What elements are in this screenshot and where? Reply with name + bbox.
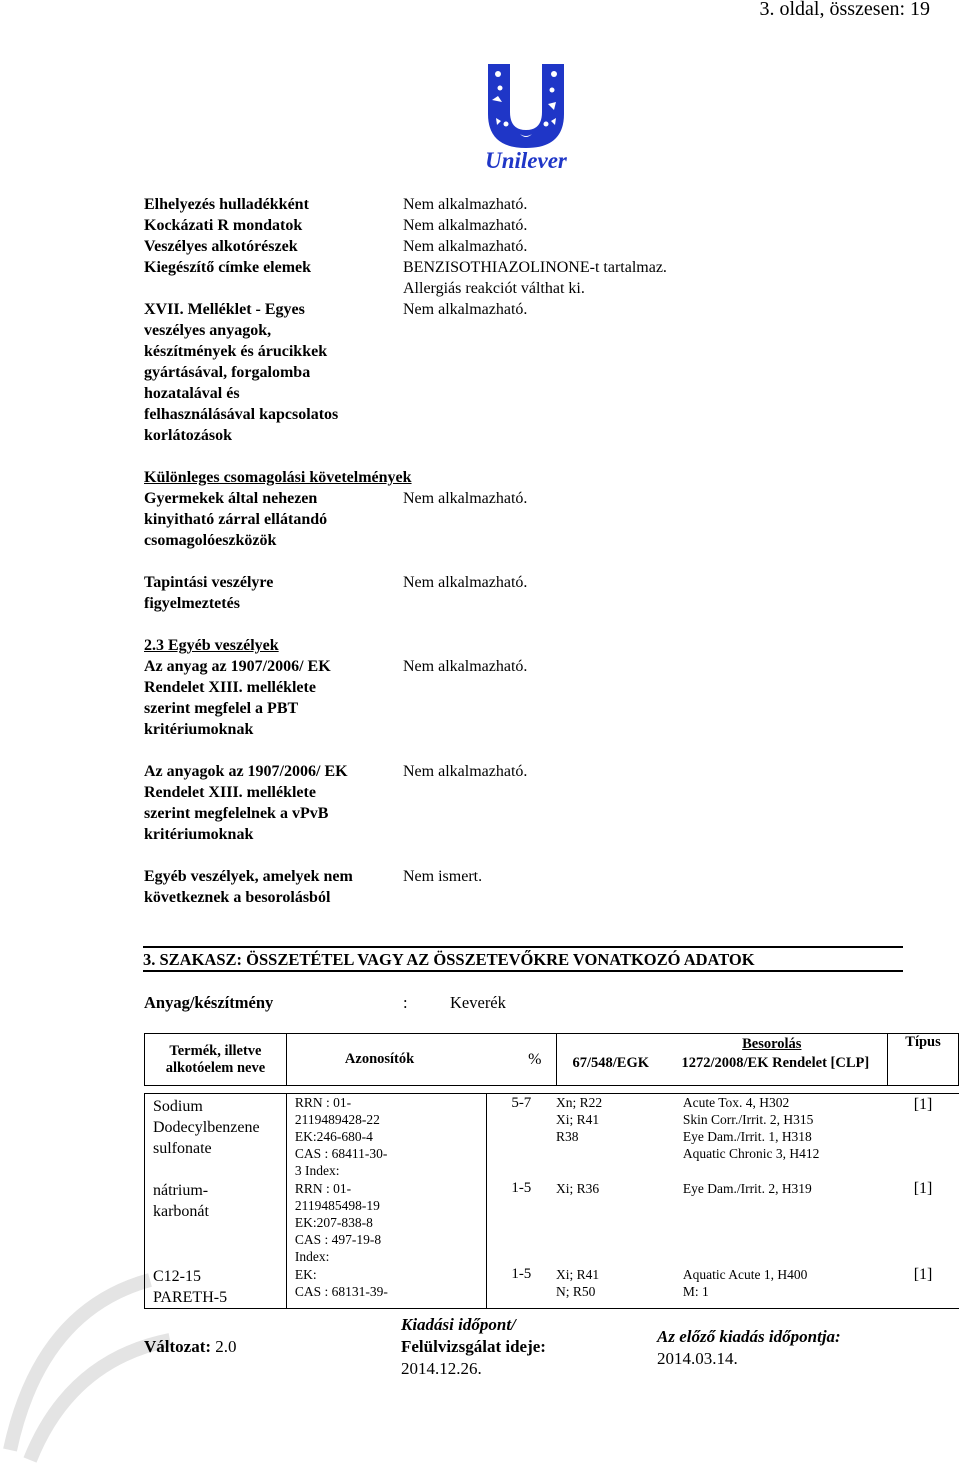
row2-type: [1] bbox=[913, 1179, 933, 1197]
row-value-supplemental-label-2: Allergiás reakciót válthat ki. bbox=[403, 280, 585, 297]
version-value: 2.0 bbox=[215, 1337, 237, 1356]
child-resistant-value: Nem alkalmazható. bbox=[403, 490, 528, 507]
table-header-row bbox=[145, 1034, 959, 1086]
section-3-heading: 3. SZAKASZ: ÖSSZETÉTEL VAGY AZ ÖSSZETEVŐKRE VONATKOZÓ ADATOK bbox=[143, 946, 903, 972]
pbt-value: Nem alkalmazható. bbox=[403, 658, 528, 675]
version bbox=[144, 1337, 237, 1357]
row2-clp: Eye Dam./Irrit. 2, H319 bbox=[682, 1180, 812, 1196]
svg-text:Unilever: Unilever bbox=[485, 148, 567, 172]
header-classification-title: Besorolás bbox=[742, 1036, 802, 1052]
unilever-logo bbox=[476, 60, 576, 172]
other-hazards-title: 2.3 Egyéb veszélyek bbox=[144, 637, 279, 654]
row1-dir: Xn; R22 Xi; R41 R38 bbox=[556, 1094, 669, 1180]
vpvb-value: Nem alkalmazható. bbox=[403, 763, 528, 780]
tactile-warning-value: Nem alkalmazható. bbox=[403, 574, 528, 591]
other-hazards-value: Nem ismert. bbox=[403, 868, 483, 885]
substance-label: Anyag/készítmény bbox=[144, 993, 274, 1012]
annex-xvii-label: XVII. Melléklet - Egyes veszélyes anyagok, készítmények és árucikkek gyártásával, forgalomba hozatalával és felhasználásával kapcsolatos korlátozások bbox=[144, 301, 339, 444]
row2-name: nátrium- karbonát bbox=[145, 1180, 287, 1266]
table-row bbox=[145, 1094, 959, 1180]
issue-label-1: Kiadási időpont/ bbox=[401, 1315, 516, 1334]
row-label-supplemental-label: Kiegészítő címke elemek bbox=[144, 259, 312, 276]
annex-xvii-value: Nem alkalmazható. bbox=[403, 301, 528, 318]
header-percent: % bbox=[528, 1050, 542, 1068]
issue-value: 2014.12.26. bbox=[401, 1359, 482, 1378]
row3-type: [1] bbox=[888, 1266, 959, 1309]
substance-colon: : bbox=[403, 993, 408, 1012]
issue-label-2: Felülvizsgálat ideje: bbox=[401, 1337, 546, 1356]
previous-issue bbox=[657, 1326, 841, 1370]
header-type: Típus bbox=[888, 1034, 959, 1086]
row-label-waste: Elhelyezés hulladékként bbox=[144, 196, 309, 213]
composition-table bbox=[144, 1033, 959, 1309]
pbt-label: Az anyag az 1907/2006/ EK Rendelet XIII. melléklete szerint megfelel a PBT kritériumoknak bbox=[144, 658, 331, 738]
vpvb-label: Az anyagok az 1907/2006/ EK Rendelet XIII. melléklete szerint megfelelnek a vPvB kritériumoknak bbox=[144, 763, 348, 843]
row3-clp: Aquatic Acute 1, H400 M: 1 bbox=[669, 1266, 888, 1309]
row-label-r-phrases: Kockázati R mondatok bbox=[144, 217, 303, 234]
packaging-title: Különleges csomagolási követelmények bbox=[144, 469, 412, 486]
page-number-header: 3. oldal, összesen: 19 bbox=[759, 0, 930, 20]
row2-dir: Xi; R36 bbox=[556, 1180, 600, 1196]
header-product: Termék, illetve alkotóelem neve bbox=[145, 1034, 287, 1086]
issue-date bbox=[401, 1314, 546, 1380]
row-value-supplemental-label: BENZISOTHIAZOLINONE-t tartalmaz. bbox=[403, 259, 667, 276]
row-label-hazardous-components: Veszélyes alkotórészek bbox=[144, 238, 298, 255]
header-clp: 1272/2008/EK Rendelet [CLP] bbox=[681, 1055, 870, 1071]
row3-dir: Xi; R41 N; R50 bbox=[556, 1266, 669, 1309]
row1-pct: 5-7 bbox=[486, 1094, 556, 1180]
header-identifiers: Azonosítók bbox=[344, 1050, 415, 1067]
prev-value: 2014.03.14. bbox=[657, 1349, 738, 1368]
other-hazards-label: Egyéb veszélyek, amelyek nem következnek a besorolásból bbox=[144, 868, 353, 906]
header-dir: 67/548/EGK bbox=[572, 1055, 650, 1071]
row1-type: [1] bbox=[888, 1094, 959, 1180]
child-resistant-label: Gyermekek által nehezen kinyitható zárral ellátandó csomagolóeszközök bbox=[144, 490, 328, 549]
header-ids-pct bbox=[286, 1034, 556, 1086]
table-row bbox=[145, 1180, 959, 1266]
prev-label: Az előző kiadás időpontja: bbox=[657, 1327, 841, 1346]
row-value-hazardous-components: Nem alkalmazható. bbox=[403, 238, 528, 255]
row3-ids: EK: CAS : 68131-39- bbox=[286, 1266, 486, 1309]
version-label: Változat: bbox=[144, 1337, 212, 1356]
row3-pct: 1-5 bbox=[486, 1266, 556, 1309]
header-classification bbox=[556, 1034, 888, 1086]
substance-value: Keverék bbox=[450, 993, 506, 1012]
row1-ids: RRN : 01- 2119489428-22 EK:246-680-4 CAS : 68411-30- 3 Index: bbox=[286, 1094, 486, 1180]
table-row bbox=[145, 1266, 959, 1309]
row3-name: C12-15 PARETH-5 bbox=[145, 1266, 287, 1309]
row2-ids: RRN : 01- 2119485498-19 EK:207-838-8 CAS : 497-19-8 Index: bbox=[286, 1180, 486, 1266]
row1-clp: Acute Tox. 4, H302 Skin Corr./Irrit. 2, H315 Eye Dam./Irrit. 1, H318 Aquatic Chronic 3, H412 bbox=[669, 1094, 888, 1180]
row2-pct: 1-5 bbox=[511, 1179, 532, 1196]
row-value-r-phrases: Nem alkalmazható. bbox=[403, 217, 528, 234]
row-value-waste: Nem alkalmazható. bbox=[403, 196, 528, 213]
tactile-warning-label: Tapintási veszélyre figyelmeztetés bbox=[144, 574, 274, 612]
row1-name: Sodium Dodecylbenzene sulfonate bbox=[145, 1094, 287, 1180]
